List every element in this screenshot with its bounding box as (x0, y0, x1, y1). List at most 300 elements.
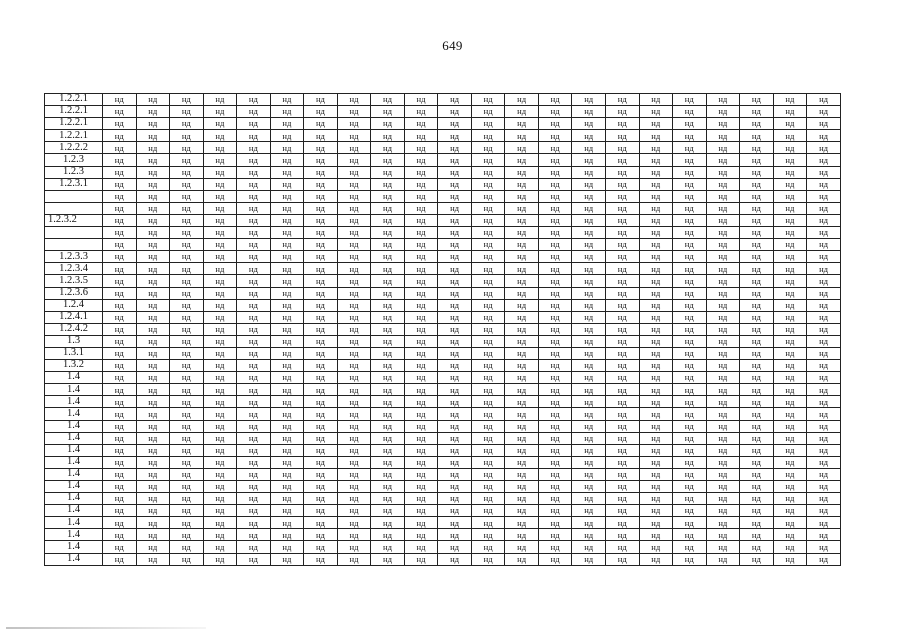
table-cell: нд (505, 287, 539, 299)
table-cell: нд (538, 130, 572, 142)
table-cell: нд (572, 517, 606, 529)
table-cell: нд (605, 154, 639, 166)
table-cell: нд (706, 468, 740, 480)
table-cell: нд (438, 335, 472, 347)
table-cell: нд (471, 420, 505, 432)
table-cell: нд (773, 118, 807, 130)
table-cell: нд (103, 299, 137, 311)
row-code: 1.3.2 (45, 360, 103, 372)
table-cell: нд (605, 118, 639, 130)
table-cell: нд (673, 130, 707, 142)
table-cell: нд (304, 299, 338, 311)
table-cell: нд (538, 227, 572, 239)
table-cell: нд (471, 541, 505, 553)
table-cell: нд (773, 360, 807, 372)
table-cell: нд (538, 360, 572, 372)
table-cell: нд (773, 227, 807, 239)
table-cell: нд (136, 384, 170, 396)
table-cell: нд (673, 239, 707, 251)
table-cell: нд (807, 444, 841, 456)
table-cell: нд (136, 166, 170, 178)
table-cell: нд (203, 166, 237, 178)
table-cell: нд (773, 239, 807, 251)
table-cell: нд (572, 468, 606, 480)
table-cell: нд (706, 432, 740, 444)
table-cell: нд (706, 541, 740, 553)
table-cell: нд (270, 154, 304, 166)
table-cell: нд (807, 178, 841, 190)
table-cell: нд (371, 142, 405, 154)
table-cell: нд (371, 384, 405, 396)
table-cell: нд (538, 118, 572, 130)
table-cell: нд (371, 118, 405, 130)
table-cell: нд (673, 468, 707, 480)
row-code: 1.2.3.5 (45, 275, 103, 287)
table-cell: нд (371, 517, 405, 529)
table-cell: нд (304, 275, 338, 287)
table-cell: нд (337, 287, 371, 299)
table-cell: нд (740, 323, 774, 335)
table-cell: нд (538, 190, 572, 202)
table-cell: нд (203, 154, 237, 166)
table-cell: нд (538, 553, 572, 565)
table-cell: нд (438, 420, 472, 432)
table-cell: нд (170, 299, 204, 311)
table-cell: нд (773, 275, 807, 287)
table-cell: нд (505, 94, 539, 106)
table-cell: нд (438, 130, 472, 142)
table-cell: нд (639, 214, 673, 226)
table-cell: нд (471, 517, 505, 529)
table-cell: нд (807, 214, 841, 226)
table-cell: нд (639, 432, 673, 444)
table-cell: нд (673, 481, 707, 493)
table-cell: нд (203, 420, 237, 432)
table-cell: нд (337, 481, 371, 493)
table-cell: нд (136, 287, 170, 299)
row-code: 1.4 (45, 541, 103, 553)
table-cell: нд (371, 408, 405, 420)
table-cell: нд (103, 396, 137, 408)
table-cell: нд (136, 299, 170, 311)
table-row (45, 251, 841, 263)
table-cell: нд (404, 154, 438, 166)
table-cell: нд (371, 106, 405, 118)
table-cell: нд (438, 384, 472, 396)
table-cell: нд (337, 396, 371, 408)
table-cell: нд (304, 481, 338, 493)
table-cell: нд (404, 444, 438, 456)
table-cell: нд (807, 384, 841, 396)
table-cell: нд (538, 335, 572, 347)
table-cell: нд (304, 106, 338, 118)
table-cell: нд (773, 505, 807, 517)
table-cell: нд (270, 360, 304, 372)
table-cell: нд (438, 251, 472, 263)
table-cell: нд (203, 468, 237, 480)
table-cell: нд (136, 94, 170, 106)
table-cell: нд (337, 408, 371, 420)
row-code: 1.2.3 (45, 166, 103, 178)
table-cell: нд (203, 553, 237, 565)
table-row (45, 493, 841, 505)
table-cell: нд (706, 214, 740, 226)
table-cell: нд (471, 166, 505, 178)
table-cell: нд (471, 227, 505, 239)
table-cell: нд (471, 178, 505, 190)
table-cell: нд (170, 178, 204, 190)
table-cell: нд (270, 142, 304, 154)
table-cell: нд (572, 335, 606, 347)
table-cell: нд (639, 118, 673, 130)
table-cell: нд (438, 263, 472, 275)
table-cell: нд (170, 287, 204, 299)
table-cell: нд (538, 541, 572, 553)
table-cell: нд (605, 263, 639, 275)
table-cell: нд (538, 347, 572, 359)
table-cell: нд (807, 142, 841, 154)
table-cell: нд (170, 251, 204, 263)
table-cell: нд (471, 154, 505, 166)
table-cell: нд (103, 251, 137, 263)
table-cell: нд (605, 505, 639, 517)
table-cell: нд (203, 456, 237, 468)
table-cell: нд (538, 142, 572, 154)
table-cell: нд (404, 190, 438, 202)
table-cell: нд (639, 190, 673, 202)
table-cell: нд (505, 493, 539, 505)
table-cell: нд (136, 227, 170, 239)
table-cell: нд (136, 456, 170, 468)
table-cell: нд (237, 360, 271, 372)
table-cell: нд (438, 408, 472, 420)
table-cell: нд (572, 493, 606, 505)
table-row (45, 529, 841, 541)
table-cell: нд (270, 94, 304, 106)
table-cell: нд (203, 190, 237, 202)
table-cell: нд (103, 372, 137, 384)
table-cell: нд (471, 251, 505, 263)
table-cell: нд (270, 408, 304, 420)
table-cell: нд (673, 323, 707, 335)
table-cell: нд (304, 323, 338, 335)
table-cell: нд (807, 456, 841, 468)
table-cell: нд (103, 553, 137, 565)
table-cell: нд (538, 311, 572, 323)
table-row (45, 275, 841, 287)
table-cell: нд (673, 94, 707, 106)
table-cell: нд (538, 275, 572, 287)
table-cell: нд (572, 323, 606, 335)
table-cell: нд (103, 335, 137, 347)
table-cell: нд (605, 287, 639, 299)
table-cell: нд (270, 166, 304, 178)
table-cell: нд (103, 432, 137, 444)
table-cell: нд (404, 420, 438, 432)
table-cell: нд (538, 481, 572, 493)
table-cell: нд (505, 360, 539, 372)
data-table-body (45, 94, 841, 566)
table-cell: нд (103, 323, 137, 335)
table-cell: нд (572, 118, 606, 130)
table-cell: нд (203, 335, 237, 347)
table-cell: нд (203, 372, 237, 384)
table-cell: нд (136, 493, 170, 505)
table-cell: нд (673, 275, 707, 287)
table-cell: нд (304, 420, 338, 432)
table-cell: нд (639, 154, 673, 166)
table-cell: нд (471, 444, 505, 456)
table-cell: нд (572, 456, 606, 468)
table-cell: нд (639, 360, 673, 372)
table-cell: нд (371, 214, 405, 226)
table-cell: нд (505, 178, 539, 190)
table-cell: нд (337, 444, 371, 456)
table-cell: нд (438, 505, 472, 517)
table-cell: нд (572, 154, 606, 166)
table-cell: нд (471, 311, 505, 323)
table-cell: нд (572, 420, 606, 432)
table-cell: нд (471, 263, 505, 275)
table-cell: нд (170, 94, 204, 106)
table-cell: нд (572, 529, 606, 541)
table-cell: нд (471, 142, 505, 154)
table-cell: нд (605, 444, 639, 456)
table-cell: нд (706, 444, 740, 456)
table-cell: нд (639, 408, 673, 420)
table-cell: нд (304, 335, 338, 347)
table-cell: нд (706, 94, 740, 106)
table-cell: нд (404, 481, 438, 493)
table-cell: нд (304, 239, 338, 251)
table-cell: нд (103, 468, 137, 480)
table-row (45, 420, 841, 432)
table-cell: нд (605, 190, 639, 202)
table-cell: нд (270, 493, 304, 505)
row-code: 1.4 (45, 481, 103, 493)
table-cell: нд (404, 166, 438, 178)
table-cell: нд (706, 227, 740, 239)
table-cell: нд (740, 372, 774, 384)
table-cell: нд (136, 420, 170, 432)
page-number: 649 (442, 38, 463, 53)
table-cell: нд (337, 420, 371, 432)
table-cell: нд (136, 335, 170, 347)
table-cell: нд (203, 263, 237, 275)
table-cell: нд (505, 263, 539, 275)
table-cell: нд (538, 384, 572, 396)
table-cell: нд (170, 142, 204, 154)
table-cell: нд (404, 227, 438, 239)
table-row (45, 263, 841, 275)
table-row (45, 372, 841, 384)
table-cell: нд (103, 384, 137, 396)
row-code: 1.4 (45, 384, 103, 396)
table-cell: нд (505, 130, 539, 142)
table-cell: нд (639, 505, 673, 517)
table-row (45, 311, 841, 323)
table-cell: нд (371, 481, 405, 493)
table-cell: нд (337, 360, 371, 372)
table-cell: нд (438, 299, 472, 311)
table-cell: нд (538, 299, 572, 311)
table-cell: нд (170, 493, 204, 505)
table-cell: нд (203, 251, 237, 263)
table-cell: нд (170, 481, 204, 493)
table-cell: нд (505, 142, 539, 154)
table-cell: нд (404, 372, 438, 384)
row-code (45, 202, 103, 214)
table-cell: нд (639, 456, 673, 468)
table-cell: нд (505, 517, 539, 529)
table-cell: нд (740, 396, 774, 408)
table-cell: нд (304, 408, 338, 420)
table-cell: нд (270, 505, 304, 517)
table-cell: нд (605, 420, 639, 432)
table-cell: нд (471, 432, 505, 444)
table-cell: нд (270, 287, 304, 299)
table-cell: нд (740, 541, 774, 553)
table-cell: нд (103, 360, 137, 372)
table-cell: нд (505, 505, 539, 517)
table-cell: нд (673, 166, 707, 178)
table-cell: нд (639, 468, 673, 480)
table-cell: нд (639, 299, 673, 311)
table-cell: нд (773, 178, 807, 190)
table-cell: нд (673, 432, 707, 444)
table-cell: нд (706, 299, 740, 311)
table-cell: нд (371, 456, 405, 468)
table-cell: нд (505, 118, 539, 130)
table-cell: нд (270, 444, 304, 456)
table-cell: нд (773, 396, 807, 408)
table-cell: нд (404, 130, 438, 142)
table-cell: нд (438, 553, 472, 565)
table-cell: нд (404, 142, 438, 154)
table-cell: нд (639, 493, 673, 505)
table-cell: нд (706, 456, 740, 468)
row-code: 1.2.4 (45, 299, 103, 311)
table-cell: нд (203, 130, 237, 142)
table-cell: нд (471, 347, 505, 359)
table-cell: нд (270, 190, 304, 202)
table-cell: нд (505, 372, 539, 384)
table-cell: нд (337, 468, 371, 480)
table-cell: нд (807, 553, 841, 565)
table-cell: нд (404, 529, 438, 541)
table-cell: нд (170, 420, 204, 432)
table-cell: нд (337, 335, 371, 347)
table-cell: нд (170, 553, 204, 565)
table-cell: нд (170, 239, 204, 251)
table-cell: нд (740, 335, 774, 347)
table-cell: нд (639, 372, 673, 384)
table-cell: нд (103, 517, 137, 529)
table-cell: нд (371, 166, 405, 178)
table-cell: нд (505, 396, 539, 408)
table-cell: нд (773, 251, 807, 263)
table-cell: нд (136, 214, 170, 226)
table-cell: нд (773, 311, 807, 323)
table-cell: нд (270, 517, 304, 529)
table-cell: нд (337, 493, 371, 505)
table-cell: нд (773, 106, 807, 118)
table-cell: нд (237, 493, 271, 505)
table-cell: нд (136, 202, 170, 214)
table-cell: нд (538, 178, 572, 190)
table-cell: нд (505, 166, 539, 178)
table-cell: нд (270, 396, 304, 408)
table-cell: нд (237, 432, 271, 444)
table-cell: нд (237, 214, 271, 226)
table-cell: нд (304, 360, 338, 372)
table-cell: нд (572, 251, 606, 263)
table-row (45, 323, 841, 335)
table-cell: нд (807, 493, 841, 505)
table-cell: нд (538, 251, 572, 263)
table-cell: нд (337, 541, 371, 553)
table-cell: нд (673, 202, 707, 214)
table-cell: нд (740, 493, 774, 505)
table-cell: нд (103, 190, 137, 202)
table-cell: нд (270, 251, 304, 263)
table-cell: нд (170, 335, 204, 347)
table-cell: нд (270, 275, 304, 287)
table-cell: нд (572, 275, 606, 287)
table-cell: нд (438, 396, 472, 408)
table-cell: нд (605, 360, 639, 372)
table-cell: нд (639, 396, 673, 408)
table-cell: нд (237, 420, 271, 432)
table-cell: нд (773, 493, 807, 505)
row-code: 1.2.3 (45, 154, 103, 166)
table-cell: нд (136, 239, 170, 251)
table-cell: нд (706, 335, 740, 347)
table-row (45, 432, 841, 444)
table-cell: нд (505, 323, 539, 335)
table-cell: нд (237, 372, 271, 384)
table-cell: нд (538, 94, 572, 106)
table-cell: нд (572, 166, 606, 178)
table-cell: нд (605, 553, 639, 565)
table-cell: нд (237, 481, 271, 493)
table-cell: нд (471, 130, 505, 142)
table-cell: нд (170, 154, 204, 166)
table-cell: нд (605, 311, 639, 323)
table-cell: нд (673, 408, 707, 420)
table-cell: нд (136, 468, 170, 480)
row-code (45, 239, 103, 251)
table-cell: нд (740, 166, 774, 178)
table-row (45, 118, 841, 130)
table-cell: нд (572, 202, 606, 214)
table-cell: нд (203, 118, 237, 130)
table-cell: нд (740, 299, 774, 311)
table-cell: нд (371, 505, 405, 517)
table-cell: нд (304, 505, 338, 517)
table-cell: нд (639, 553, 673, 565)
table-cell: нд (639, 106, 673, 118)
table-cell: нд (605, 227, 639, 239)
table-cell: нд (639, 420, 673, 432)
table-cell: нд (505, 335, 539, 347)
table-cell: нд (773, 529, 807, 541)
table-cell: нд (639, 275, 673, 287)
table-row (45, 202, 841, 214)
table-cell: нд (572, 287, 606, 299)
table-cell: нд (572, 106, 606, 118)
row-code: 1.2.3.2 (45, 214, 103, 226)
